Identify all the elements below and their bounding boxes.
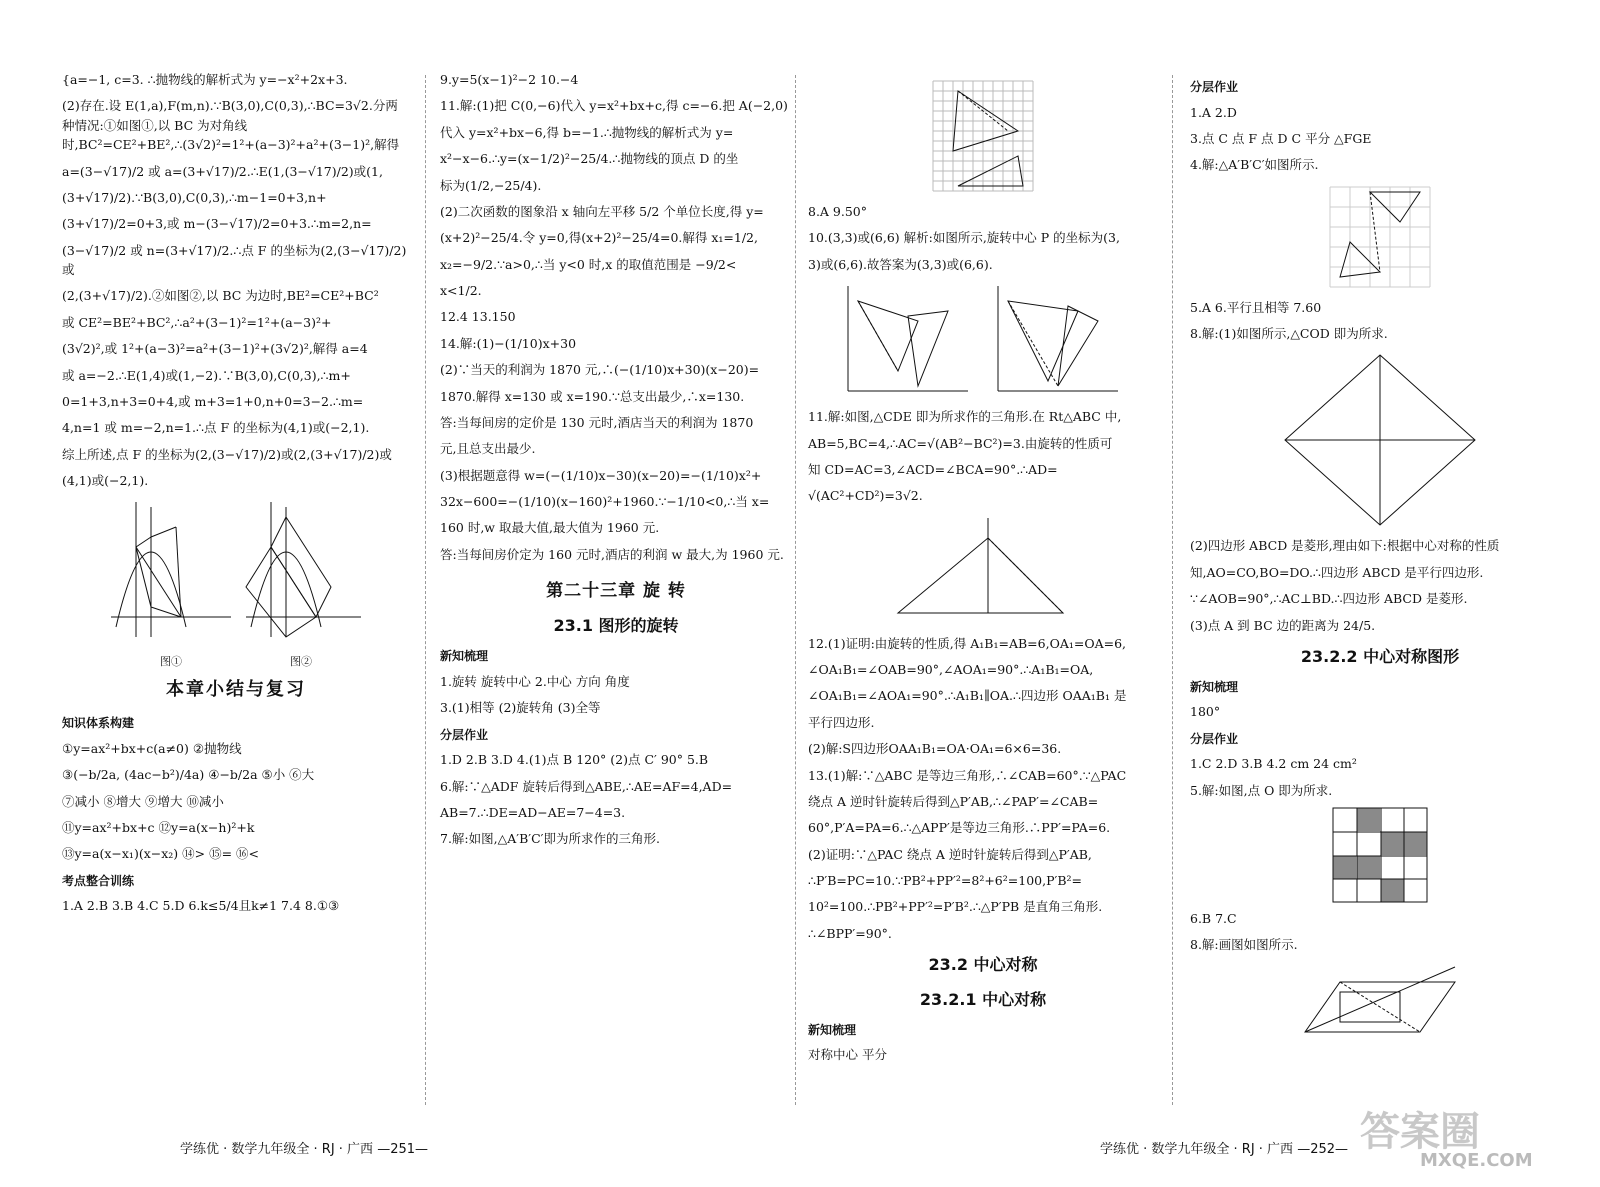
text-line: 综上所述,点 F 的坐标为(2,(3−√17)/2)或(2,(3+√17)/2)或 — [62, 446, 392, 462]
column-divider — [795, 75, 796, 1105]
summary-title: 本章小结与复习 — [166, 679, 306, 701]
text-line: 4.解:△A′B′C′如图所示. — [1190, 157, 1319, 173]
knowledge-system-heading: 知识体系构建 — [62, 716, 135, 731]
text-line: (3+√17)/2=0+3,或 m−(3−√17)/2=0+3.∴m=2,n= — [62, 216, 372, 232]
text-line: 14.解:(1)−(1/10)x+30 — [440, 335, 577, 351]
column-divider — [1172, 75, 1173, 1105]
grid — [933, 81, 1033, 191]
watermark-logo: 答案圈 — [1360, 1109, 1480, 1155]
text-line: ∠OA₁B₁=∠OAB=90°,∠AOA₁=90°.∴A₁B₁=OA, — [808, 662, 1094, 677]
text-line: 8.解:画图如图所示. — [1190, 937, 1298, 953]
solution-text — [1190, 536, 1570, 635]
layered-homework-heading: 分层作业 — [1190, 731, 1239, 746]
text-line: 32x−600=−(1/10)(x−160)²+1960.∵−1/10<0,∴当 x= — [440, 494, 770, 509]
parallelogram-figure — [1300, 962, 1460, 1037]
homework-answers — [440, 750, 792, 849]
text-line: 3.点 C 点 F 点 D C 平分 △FGE — [1190, 130, 1372, 146]
text-line: ∴∠BPP′=90°. — [808, 925, 892, 941]
text-line: (4,1)或(−2,1). — [62, 473, 149, 488]
text-line: 10²=100.∴PB²+PP′²=P′B².∴△P′PB 是直角三角形. — [808, 899, 1103, 915]
section-title: 23.2.2 中心对称图形 — [1300, 646, 1460, 666]
triangle-rotation-figure — [888, 513, 1078, 628]
footer-right: 学练优 · 数学九年级全 · RJ · 广西 —252— — [1100, 1142, 1349, 1157]
exam-points-heading: 考点整合训练 — [62, 873, 135, 888]
text-line: (2)解:S四边形OAA₁B₁=OA·OA₁=6×6=36. — [808, 741, 1062, 757]
solution-text — [440, 70, 792, 564]
subsection-title: 23.2.1 中心对称 — [919, 989, 1047, 1009]
shaded-grid-figure — [1332, 807, 1428, 903]
text-line: x₂=−9/2.∵a>0,∴当 y<0 时,x 的取值范围是 −9/2< — [440, 256, 737, 272]
text-line: 平行四边形. — [808, 714, 875, 730]
text-line: AB=7.∴DE=AD−AE=7−4=3. — [440, 804, 626, 820]
text-line: 160 时,w 取最大值,最大值为 1960 元. — [440, 520, 660, 536]
text-line: 元,且总支出最少. — [440, 441, 536, 457]
text-line: {a=−1, c=3. ∴抛物线的解析式为 y=−x²+2x+3. — [62, 72, 348, 87]
rotation-grid-figure — [928, 76, 1038, 196]
text-line: 1.A 2.D — [1190, 104, 1237, 120]
column-divider — [425, 75, 426, 1105]
text-line: 5.A 6.平行且相等 7.60 — [1190, 299, 1322, 315]
text-line: 10.(3,3)或(6,6) 解析:如图所示,旋转中心 P 的坐标为(3, — [808, 230, 1120, 246]
text-line: x<1/2. — [440, 283, 482, 298]
section-title: 23.2 中心对称 — [928, 955, 1038, 975]
text-line: x²−x−6.∴y=(x−1/2)²−25/4.∴抛物线的顶点 D 的坐 — [440, 151, 739, 167]
text-line: 或 CE²=BE²+BC²,∴a²+(3−1)²=1²+(a−3)²+ — [62, 314, 332, 330]
figure-captions — [106, 653, 366, 670]
parabola-figures — [106, 497, 366, 647]
solution-text — [62, 70, 410, 490]
homework-answers — [1190, 754, 1570, 800]
rhombus-figure — [1280, 350, 1480, 530]
footer-left: 学练优 · 数学九年级全 · RJ · 广西 —251— — [180, 1142, 429, 1157]
column-3 — [808, 70, 1158, 1072]
knowledge-answers — [62, 739, 410, 864]
text-line: 3)或(6,6).故答案为(3,3)或(6,6). — [808, 256, 993, 272]
text-line: ⑪y=ax²+bx+c ⑫y=a(x−h)²+k — [62, 820, 255, 836]
text-line: (3)点 A 到 BC 边的距离为 24/5. — [1190, 617, 1376, 633]
text-line: 60°,P′A=PA=6.∴△APP′是等边三角形.∴PP′=PA=6. — [808, 820, 1111, 836]
text-line: 或 a=−2.∴E(1,4)或(1,−2).∵B(3,0),C(0,3),∴m+ — [62, 367, 351, 383]
text-line: (2)存在.设 E(1,a),F(m,n).∵B(3,0),C(0,3),∴BC=3√2.分两种情况:①如图①,以 BC 为对角线时,BC²=CE²+BE²,∴(3√2)²=1²+(a−3)²+a²+(3−1)²,解得 — [62, 98, 400, 153]
text-line: 8.解:(1)如图所示,△COD 即为所求. — [1190, 326, 1388, 342]
text-line: 6.解:∵△ADF 旋转后得到△ABE,∴AE=AF=4,AD= — [440, 778, 733, 794]
new-knowledge-answers: 对称中心 平分 — [808, 1047, 887, 1063]
text-line: 标为(1/2,−25/4). — [440, 177, 542, 193]
figure-2 — [246, 502, 361, 637]
rotation-center-figures — [838, 281, 1128, 401]
text-line: (2)∵当天的利润为 1870 元,∴(−(1/10)x+30)(x−20)= — [440, 362, 760, 378]
text-line: 3.(1)相等 (2)旋转角 (3)全等 — [440, 700, 601, 716]
new-knowledge-heading: 新知梳理 — [1190, 679, 1239, 694]
text-line: ③(−b/2a, (4ac−b²)/4a) ④−b/2a ⑤小 ⑥大 — [62, 767, 315, 783]
text-line: (3)根据题意得 w=(−(1/10)x−30)(x−20)=−(1/10)x²+ — [440, 467, 762, 483]
new-knowledge-answers: 180° — [1190, 704, 1221, 720]
text-line: (2)四边形 ABCD 是菱形,理由如下:根据中心对称的性质 — [1190, 538, 1500, 554]
central-symmetry-grid — [1325, 182, 1435, 292]
text-line: (2)二次函数的图象沿 x 轴向左平移 5/2 个单位长度,得 y= — [440, 203, 764, 219]
text-line: 12.(1)证明:由旋转的性质,得 A₁B₁=AB=6,OA₁=OA=6, — [808, 635, 1126, 651]
text-line: 9.y=5(x−1)²−2 10.−4 — [440, 72, 579, 87]
text-line: 11.解:(1)把 C(0,−6)代入 y=x²+bx+c,得 c=−6.把 A(−2,0) — [440, 98, 788, 114]
new-knowledge-heading: 新知梳理 — [440, 649, 489, 664]
text-line: ⑬y=a(x−x₁)(x−x₂) ⑭> ⑮= ⑯< — [62, 846, 260, 862]
text-line: ∵∠AOB=90°,∴AC⊥BD.∴四边形 ABCD 是菱形. — [1190, 591, 1468, 607]
solution-text — [808, 407, 1158, 506]
text-line: (x+2)²−25/4.令 y=0,得(x+2)²−25/4=0.解得 x₁=1/2, — [440, 230, 758, 246]
text-line: 0=1+3,n+3=0+4,或 m+3=1+0,n+0=3−2.∴m= — [62, 393, 364, 409]
text-line: (3−√17)/2 或 n=(3+√17)/2.∴点 F 的坐标为(2,(3−√17)/2)或 — [62, 242, 407, 277]
solution-text — [808, 634, 1158, 944]
text-line: 5.解:如图,点 O 即为所求. — [1190, 782, 1333, 798]
text-line: √(AC²+CD²)=3√2. — [808, 488, 923, 504]
text-line: 绕点 A 逆时针旋转后得到△P′AB,∴∠PAP′=∠CAB= — [808, 793, 1099, 809]
text-line: (2)证明:∵△PAC 绕点 A 逆时针旋转后得到△P′AB, — [808, 846, 1092, 862]
text-line: (3√2)²,或 1²+(a−3)²=a²+(3−1)²+(3√2)²,解得 a=4 — [62, 341, 368, 357]
text-line: 8.A 9.50° — [808, 204, 868, 219]
new-knowledge-answers — [440, 672, 792, 718]
watermark-url: MXQE.COM — [1420, 1150, 1533, 1171]
text-line: 1.旋转 旋转中心 2.中心 方向 角度 — [440, 673, 630, 689]
solution-text — [808, 202, 1158, 274]
chapter-title: 第二十三章 旋 转 — [546, 581, 686, 602]
text-line: 11.解:如图,△CDE 即为所求作的三角形.在 Rt△ABC 中, — [808, 409, 1122, 425]
text-line: 7.解:如图,△A′B′C′即为所求作的三角形. — [440, 831, 660, 847]
homework-answers — [1190, 103, 1570, 175]
homework-answers — [1190, 909, 1570, 955]
text-line: 答:当每间房的定价是 130 元时,酒店当天的利润为 1870 — [440, 414, 754, 430]
layered-homework-heading: 分层作业 — [1190, 80, 1239, 94]
text-line: 1.D 2.B 3.D 4.(1)点 B 120° (2)点 C′ 90° 5.B — [440, 752, 709, 768]
section-title: 23.1 图形的旋转 — [553, 616, 679, 636]
text-line: 代入 y=x²+bx−6,得 b=−1.∴抛物线的解析式为 y= — [440, 124, 734, 140]
layered-homework-heading: 分层作业 — [440, 727, 489, 742]
caption-1: 图① — [160, 655, 182, 669]
column-1 — [62, 70, 410, 923]
text-line: 12.4 13.150 — [440, 309, 516, 325]
text-line: AB=5,BC=4,∴AC=√(AB²−BC²)=3.由旋转的性质可 — [808, 435, 1113, 451]
text-line: (3+√17)/2).∵B(3,0),C(0,3),∴m−1=0+3,n+ — [62, 189, 327, 205]
new-knowledge-heading: 新知梳理 — [808, 1022, 857, 1037]
exam-answers: 1.A 2.B 3.B 4.C 5.D 6.k≤5/4且k≠1 7.4 8.①③ — [62, 898, 340, 914]
text-line: ①y=ax²+bx+c(a≠0) ②抛物线 — [62, 740, 242, 756]
text-line: ∠OA₁B₁=∠AOA₁=90°.∴A₁B₁∥OA.∴四边形 OAA₁B₁ 是 — [808, 688, 1127, 704]
column-2 — [440, 70, 792, 856]
homework-answers — [1190, 298, 1570, 344]
text-line: 答:当每间房价定为 160 元时,酒店的利润 w 最大,为 1960 元. — [440, 546, 784, 562]
text-line: 4,n=1 或 m=−2,n=1.∴点 F 的坐标为(4,1)或(−2,1). — [62, 420, 370, 436]
figure-1 — [111, 502, 231, 637]
text-line: 13.(1)解:∵△ABC 是等边三角形,∴∠CAB=60°.∵△PAC — [808, 767, 1127, 783]
text-line: 知 CD=AC=3,∠ACD=∠BCA=90°.∴AD= — [808, 461, 1058, 477]
text-line: (2,(3+√17)/2).②如图②,以 BC 为边时,BE²=CE²+BC² — [62, 288, 379, 304]
text-line: 知,AO=CO,BO=DO.∴四边形 ABCD 是平行四边形. — [1190, 564, 1484, 580]
caption-2: 图② — [290, 655, 312, 669]
text-line: ⑦减小 ⑧增大 ⑨增大 ⑩减小 — [62, 793, 224, 809]
text-line: 6.B 7.C — [1190, 911, 1237, 927]
text-line: a=(3−√17)/2 或 a=(3+√17)/2.∴E(1,(3−√17)/2)或(1, — [62, 163, 383, 179]
column-4 — [1190, 70, 1570, 1043]
text-line: 1.C 2.D 3.B 4.2 cm 24 cm² — [1190, 756, 1357, 772]
text-line: ∴P′B=PC=10.∵PB²+PP′²=8²+6²=100,P′B²= — [808, 873, 1082, 888]
text-line: 1870.解得 x=130 或 x=190.∵总支出最少,∴x=130. — [440, 388, 745, 404]
